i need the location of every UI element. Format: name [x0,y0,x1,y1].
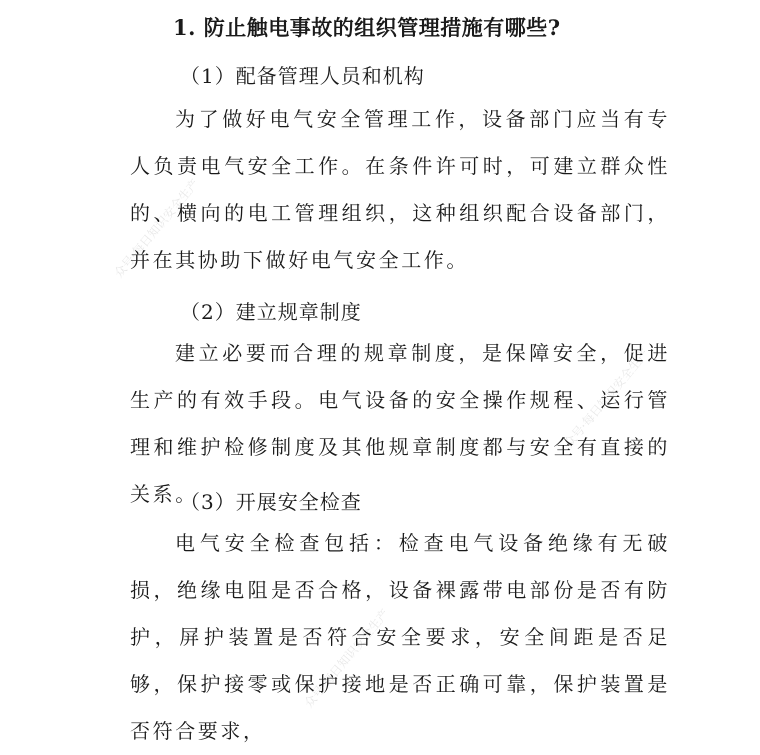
watermark: 众号·每日知识安全生产 [111,176,202,281]
section-body: 为了做好电气安全管理工作，设备部门应当有专人负责电气安全工作。在条件许可时，可建立群众性的、横向的电工管理组织，这种组织配合设备部门，并在其协助下做好电气安全工作。 [130,107,670,272]
section-heading: （3）开展安全检查 [180,490,362,514]
watermark: 众号·每日知识安全生产 [301,606,392,711]
section-heading: （1）配备管理人员和机构 [180,64,425,88]
question-title: 1. 防止触电事故的组织管理措施有哪些? [173,15,561,40]
watermark: 众号·每日知识安全生产 [561,346,652,451]
section-body: 电气安全检查包括：检查电气设备绝缘有无破损，绝缘电阻是否合格，设备裸露带电部份是否有防护，屏护装置是否符合安全要求，安全间距是否足够，保护接零或保护接地是否正确可靠，保护装置是否符合要求， [130,531,670,743]
section-heading: （2）建立规章制度 [180,300,362,324]
section-body: 建立必要而合理的规章制度，是保障安全，促进生产的有效手段。电气设备的安全操作规程、运行管理和维护检修制度及其他规章制度都与安全有直接的关系。 [130,341,670,506]
